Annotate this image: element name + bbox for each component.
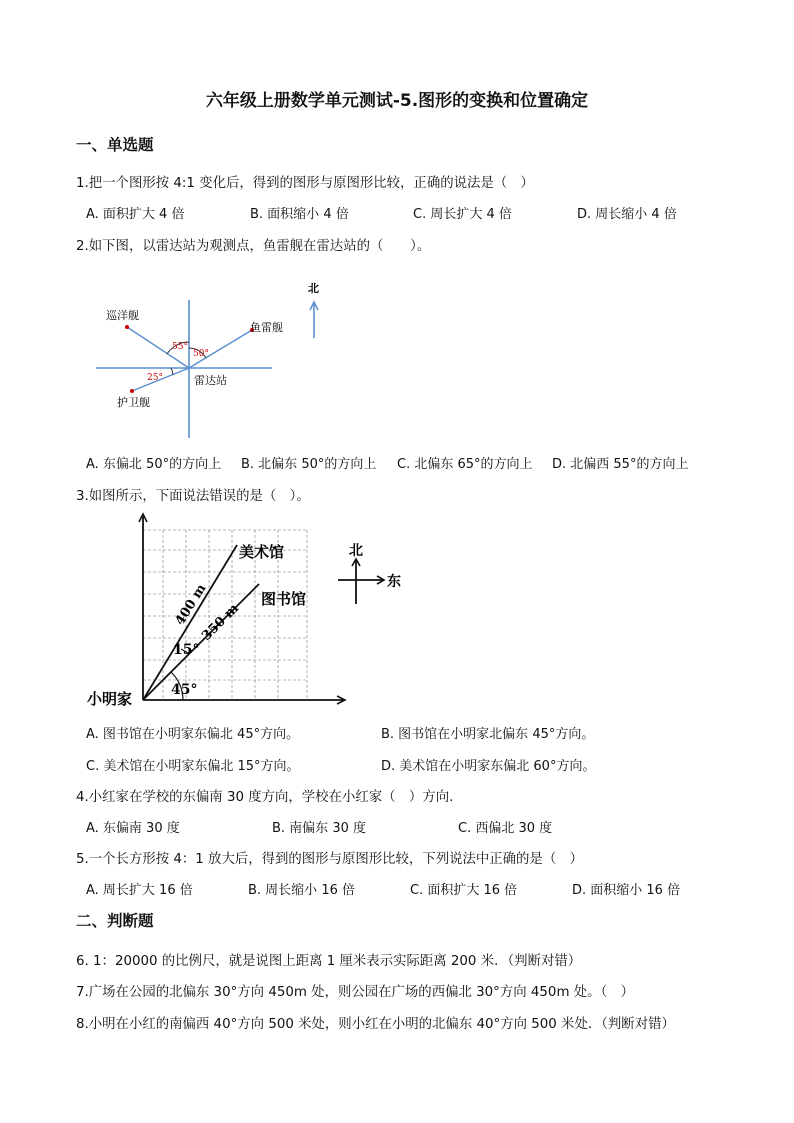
q3-option-b[interactable]: B. 图书馆在小明家北偏东 45°方向。: [381, 727, 595, 742]
q2-option-a[interactable]: A. 东偏北 50°的方向上: [86, 457, 222, 472]
page-title: 六年级上册数学单元测试-5.图形的变换和位置确定: [205, 91, 589, 111]
question-7: 7.广场在公园的北偏东 30°方向 450m 处，则公园在广场的西偏北 30°方向 450m 处。（ ）: [76, 985, 635, 1000]
question-8: 8.小明在小红的南偏西 40°方向 500 米处，则小红在小明的北偏东 40°方向 500 米处．（判断对错）: [76, 1017, 675, 1032]
q5-option-d[interactable]: D. 面积缩小 16 倍: [572, 883, 681, 898]
q2-option-d[interactable]: D. 北偏西 55°的方向上: [552, 457, 689, 472]
q1-option-b[interactable]: B. 面积缩小 4 倍: [250, 207, 349, 222]
q1-option-c[interactable]: C. 周长扩大 4 倍: [413, 207, 512, 222]
q5-option-b[interactable]: B. 周长缩小 16 倍: [248, 883, 355, 898]
question-5: 5.一个长方形按 4：1 放大后，得到的图形与原图形比较，下列说法中正确的是（ ）: [76, 852, 583, 867]
torpedo-label: 鱼雷舰: [250, 321, 283, 334]
north-label: 北: [349, 543, 363, 559]
q5-option-c[interactable]: C. 面积扩大 16 倍: [410, 883, 518, 898]
question-2: 2.如下图，以雷达站为观测点，鱼雷舰在雷达站的（ ）。: [76, 239, 431, 254]
map-figure: [85, 508, 415, 718]
radar-label: 雷达站: [194, 374, 227, 387]
q3-option-d[interactable]: D. 美术馆在小明家东偏北 60°方向。: [381, 759, 596, 774]
q3-option-a[interactable]: A. 图书馆在小明家东偏北 45°方向。: [86, 727, 300, 742]
angle-55-label: 55°: [172, 342, 188, 352]
north-label: 北: [308, 282, 319, 295]
distance-400-label: 400 m: [172, 581, 210, 629]
q2-option-c[interactable]: C. 北偏东 65°的方向上: [397, 457, 533, 472]
question-1: 1.把一个图形按 4:1 变化后，得到的图形与原图形比较，正确的说法是（ ）: [76, 176, 534, 191]
escort-point: [130, 389, 134, 393]
section-heading-single-choice: 一、单选题: [76, 136, 154, 154]
q1-option-a[interactable]: A. 面积扩大 4 倍: [86, 207, 185, 222]
museum-label: 美术馆: [239, 543, 285, 561]
question-6: 6. 1：20000 的比例尺，就是说图上距离 1 厘米表示实际距离 200 米．（判断对错）: [76, 954, 582, 969]
question-3: 3.如图所示，下面说法错误的是（ ）。: [76, 489, 310, 504]
home-label: 小明家: [87, 690, 133, 708]
q4-option-a[interactable]: A. 东偏南 30 度: [86, 821, 180, 836]
angle-arc-25: [171, 368, 173, 375]
radar-figure: [80, 270, 340, 445]
distance-350-label: 350 m: [199, 601, 242, 644]
cruiser-label: 巡洋舰: [106, 309, 139, 322]
angle-15-label: 15°: [173, 642, 200, 658]
east-label: 东: [387, 574, 401, 590]
cruiser-point: [125, 325, 129, 329]
q4-option-b[interactable]: B. 南偏东 30 度: [272, 821, 366, 836]
section-heading-true-false: 二、判断题: [76, 912, 154, 930]
q1-option-d[interactable]: D. 周长缩小 4 倍: [577, 207, 677, 222]
q3-option-c[interactable]: C. 美术馆在小明家东偏北 15°方向。: [86, 759, 300, 774]
library-label: 图书馆: [261, 590, 307, 608]
angle-45-label: 45°: [171, 682, 198, 698]
escort-label: 护卫舰: [117, 396, 150, 409]
angle-50-label: 50°: [193, 349, 209, 359]
q2-option-b[interactable]: B. 北偏东 50°的方向上: [241, 457, 377, 472]
q4-option-c[interactable]: C. 西偏北 30 度: [458, 821, 553, 836]
question-4: 4.小红家在学校的东偏南 30 度方向，学校在小红家（ ）方向.: [76, 790, 454, 805]
q5-option-a[interactable]: A. 周长扩大 16 倍: [86, 883, 193, 898]
angle-25-label: 25°: [147, 373, 163, 383]
